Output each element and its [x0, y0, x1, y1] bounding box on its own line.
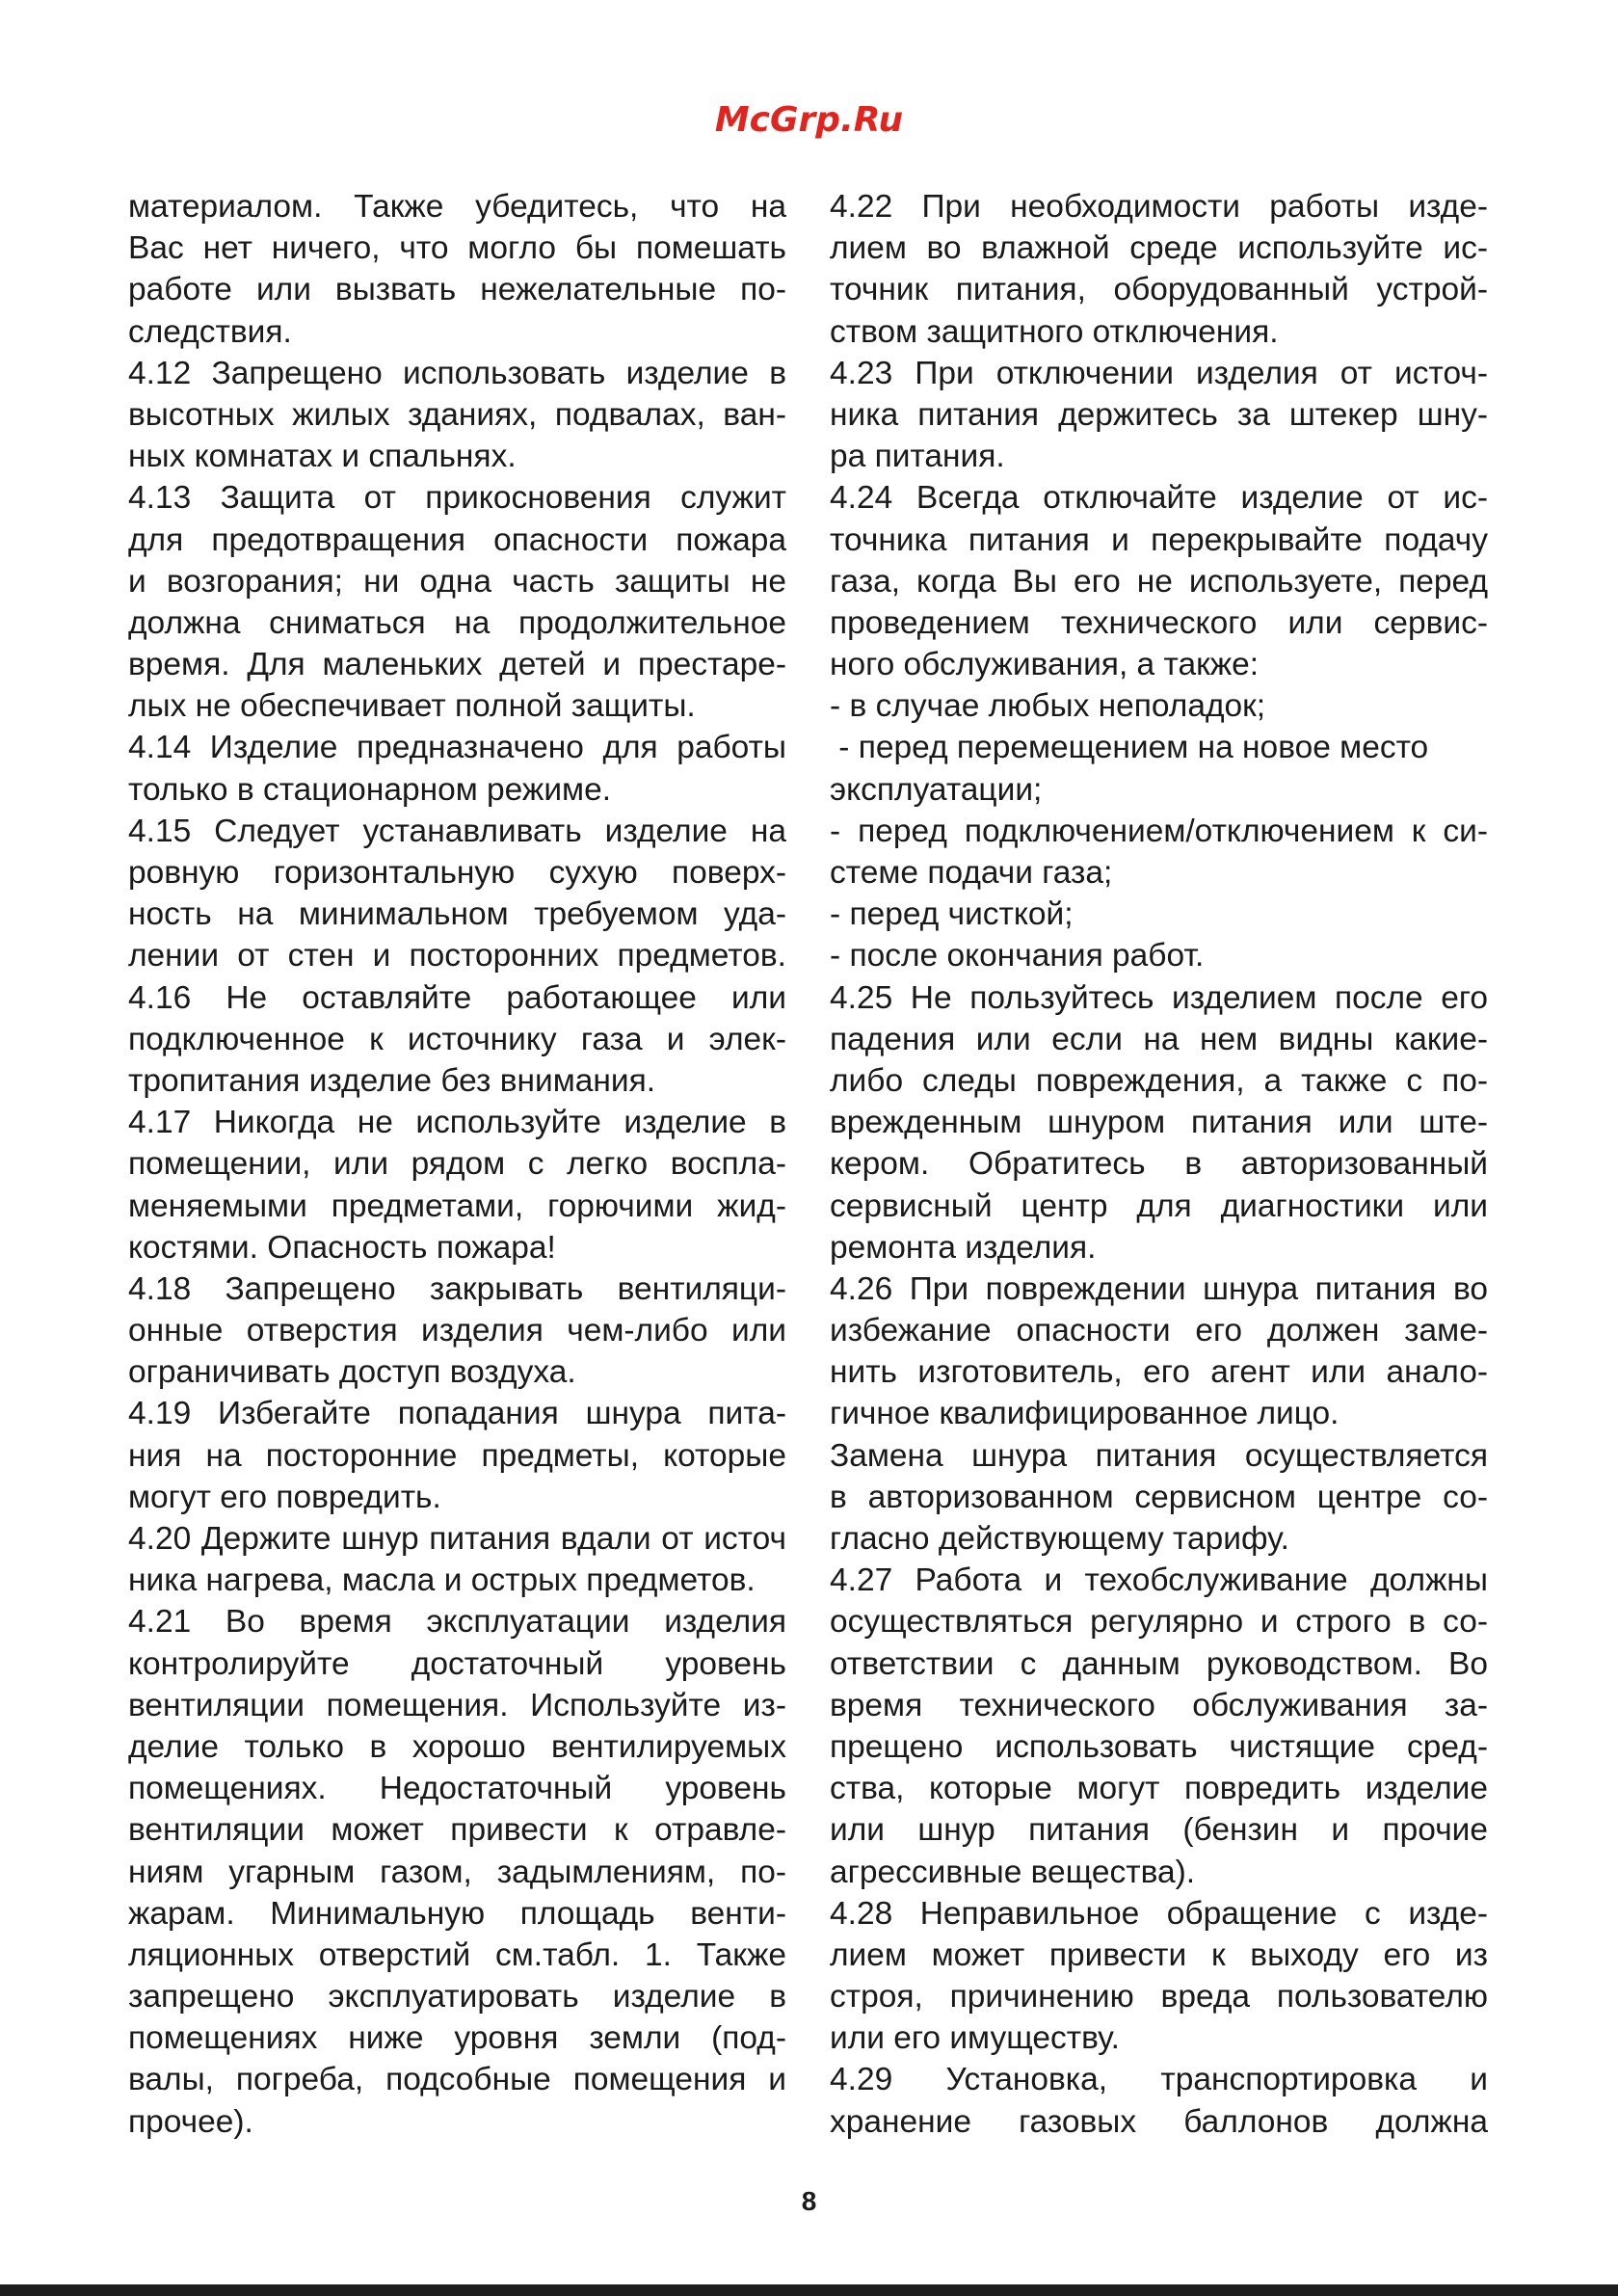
text-line: кером. Обратитесь в авторизованный — [830, 1146, 1488, 1183]
page-number: 8 — [801, 2186, 817, 2216]
text-line: лых не обеспечивает полной защиты. — [128, 688, 696, 725]
text-line: валы, погреба, подсобные помещения и — [128, 2062, 786, 2098]
text-line: ра питания. — [830, 439, 1005, 475]
text-line: следствия. — [128, 313, 292, 350]
text-line: 4.26 При повреждении шнура питания во — [830, 1270, 1488, 1307]
text-line: 4.29 Установка, транспортировка и — [830, 2062, 1488, 2098]
text-line: лении от стен и посторонних предметов. — [128, 938, 786, 974]
text-line: 4.13 Защита от прикосновения служит — [128, 480, 786, 517]
text-line: работе или вызвать нежелательные по- — [128, 272, 786, 308]
text-line: жарам. Минимальную площадь венти- — [128, 1895, 786, 1932]
text-line: или шнур питания (бензин и прочие — [830, 1812, 1488, 1849]
text-line: ника питания держитесь за штекер шну- — [830, 396, 1488, 433]
text-line: высотных жилых зданиях, подвалах, ван- — [128, 396, 786, 433]
bottom-border — [0, 2284, 1618, 2296]
text-line: 4.16 Не оставляйте работающее или — [128, 979, 786, 1016]
text-line: могут его повредить. — [128, 1479, 441, 1515]
text-line: гласно действующему тарифу. — [830, 1521, 1289, 1557]
text-line: - перед перемещением на новое место — [830, 730, 1429, 766]
text-line: вентиляции может привести к отравле- — [128, 1812, 786, 1849]
text-line: избежание опасности его должен заме- — [830, 1313, 1488, 1349]
text-line: строя, причинению вреда пользователю — [830, 1979, 1488, 2016]
text-line: - перед подключением/отключением к си- — [830, 813, 1488, 849]
right-column — [830, 186, 1488, 2143]
text-line: и возгорания; ни одна часть защиты не — [128, 563, 786, 600]
text-line: точник питания, оборудованный устрой- — [830, 272, 1488, 308]
text-line: 4.24 Всегда отключайте изделие от ис- — [830, 480, 1488, 517]
text-line: 4.22 При необходимости работы изде- — [830, 189, 1488, 225]
text-line: газа, когда Вы его не используете, перед — [830, 563, 1488, 600]
text-line: агрессивные вещества). — [830, 1854, 1196, 1890]
text-line: эксплуатации; — [830, 771, 1043, 808]
text-line: 4.27 Работа и техобслуживание должны — [830, 1562, 1488, 1599]
text-line: для предотвращения опасности пожара — [128, 521, 786, 558]
text-line: Замена шнура питания осуществляется — [830, 1437, 1488, 1474]
text-line: падения или если на нем видны какие- — [830, 1021, 1488, 1057]
text-line: осуществляться регулярно и строго в со- — [830, 1604, 1488, 1641]
text-line: 4.20 Держите шнур питания вдали от источ — [128, 1521, 786, 1557]
text-line: время технического обслуживания за- — [830, 1687, 1488, 1723]
text-line: прочее). — [128, 2103, 253, 2140]
text-line: или его имуществу. — [830, 2020, 1120, 2057]
text-line: 4.15 Следует устанавливать изделие на — [128, 813, 786, 849]
text-line: 4.25 Не пользуйтесь изделием после его — [830, 979, 1488, 1016]
text-line: 4.23 При отключении изделия от источ- — [830, 355, 1488, 391]
text-line: ством защитного отключения. — [830, 313, 1279, 350]
text-line: 4.17 Никогда не используйте изделие в — [128, 1105, 786, 1141]
text-line: - после окончания работ. — [830, 938, 1205, 974]
text-line: вентиляции помещения. Используйте из- — [128, 1687, 786, 1723]
text-line: ровную горизонтальную сухую поверх- — [128, 855, 786, 891]
text-line: подключенное к источнику газа и элек- — [128, 1021, 786, 1057]
text-line: запрещено эксплуатировать изделие в — [128, 1979, 786, 2016]
text-line: меняемыми предметами, горючими жид- — [128, 1188, 786, 1224]
text-line: стеме подачи газа; — [830, 855, 1113, 891]
text-line: костями. Опасность пожара! — [128, 1229, 556, 1266]
text-line: лием во влажной среде используйте ис- — [830, 230, 1488, 267]
text-line: хранение газовых баллонов должна — [830, 2103, 1488, 2140]
text-line: в авторизованном сервисном центре со- — [830, 1479, 1488, 1515]
text-line: гичное квалифицированное лицо. — [830, 1396, 1339, 1432]
text-line: помещениях ниже уровня земли (под- — [128, 2020, 786, 2057]
text-line: 4.12 Запрещено использовать изделие в — [128, 355, 786, 391]
text-line: проведением технического или сервис- — [830, 604, 1488, 641]
text-line: - в случае любых неполадок; — [830, 688, 1266, 725]
text-line: точника питания и перекрывайте подачу — [830, 521, 1488, 558]
text-line: 4.18 Запрещено закрывать вентиляци- — [128, 1270, 786, 1307]
text-line: контролируйте достаточный уровень — [128, 1645, 786, 1682]
text-line: ответствии с данным руководством. Во — [830, 1645, 1488, 1682]
text-line: ниям угарным газом, задымлениям, по- — [128, 1854, 786, 1890]
text-line: 4.28 Неправильное обращение с изде- — [830, 1895, 1488, 1932]
text-line: - перед чисткой; — [830, 896, 1074, 933]
text-line: прещено использовать чистящие сред- — [830, 1728, 1488, 1765]
text-line: онные отверстия изделия чем-либо или — [128, 1313, 786, 1349]
text-line: либо следы повреждения, а также с по- — [830, 1062, 1488, 1099]
text-line: 4.14 Изделие предназначено для работы — [128, 730, 786, 766]
text-line: ремонта изделия. — [830, 1229, 1097, 1266]
text-line: сервисный центр для диагностики или — [830, 1188, 1488, 1224]
text-line: только в стационарном режиме. — [128, 771, 612, 808]
text-line: ограничивать доступ воздуха. — [128, 1354, 576, 1391]
text-line: должна сниматься на продолжительное — [128, 604, 786, 641]
text-line: ника нагрева, масла и острых предметов. — [128, 1562, 756, 1599]
text-line: помещении, или рядом с легко воспла- — [128, 1146, 786, 1183]
text-line: делие только в хорошо вентилируемых — [128, 1728, 786, 1765]
text-line: материалом. Также убедитесь, что на — [128, 189, 786, 225]
watermark: McGrp.Ru — [714, 100, 904, 140]
text-line: помещениях. Недостаточный уровень — [128, 1771, 786, 1807]
text-line: ных комнатах и спальнях. — [128, 439, 517, 475]
text-line: нить изготовитель, его агент или анало- — [830, 1354, 1488, 1391]
text-line: лием может привести к выходу его из — [830, 1936, 1488, 1973]
text-line: ства, которые могут повредить изделие — [830, 1771, 1488, 1807]
text-line: врежденным шнуром питания или ште- — [830, 1105, 1488, 1141]
text-line: время. Для маленьких детей и престаре- — [128, 647, 786, 683]
text-line: ность на минимальном требуемом уда- — [128, 896, 786, 933]
text-line: 4.21 Во время эксплуатации изделия — [128, 1604, 786, 1641]
text-line: ния на посторонние предметы, которые — [128, 1437, 786, 1474]
text-line: ляционных отверстий см.табл. 1. Также — [128, 1936, 786, 1973]
left-column — [128, 186, 786, 2143]
text-line: ного обслуживания, а также: — [830, 647, 1260, 683]
text-line: Вас нет ничего, что могло бы помешать — [128, 230, 786, 267]
text-line: тропитания изделие без внимания. — [128, 1062, 656, 1099]
text-line: 4.19 Избегайте попадания шнура пита- — [128, 1396, 786, 1432]
